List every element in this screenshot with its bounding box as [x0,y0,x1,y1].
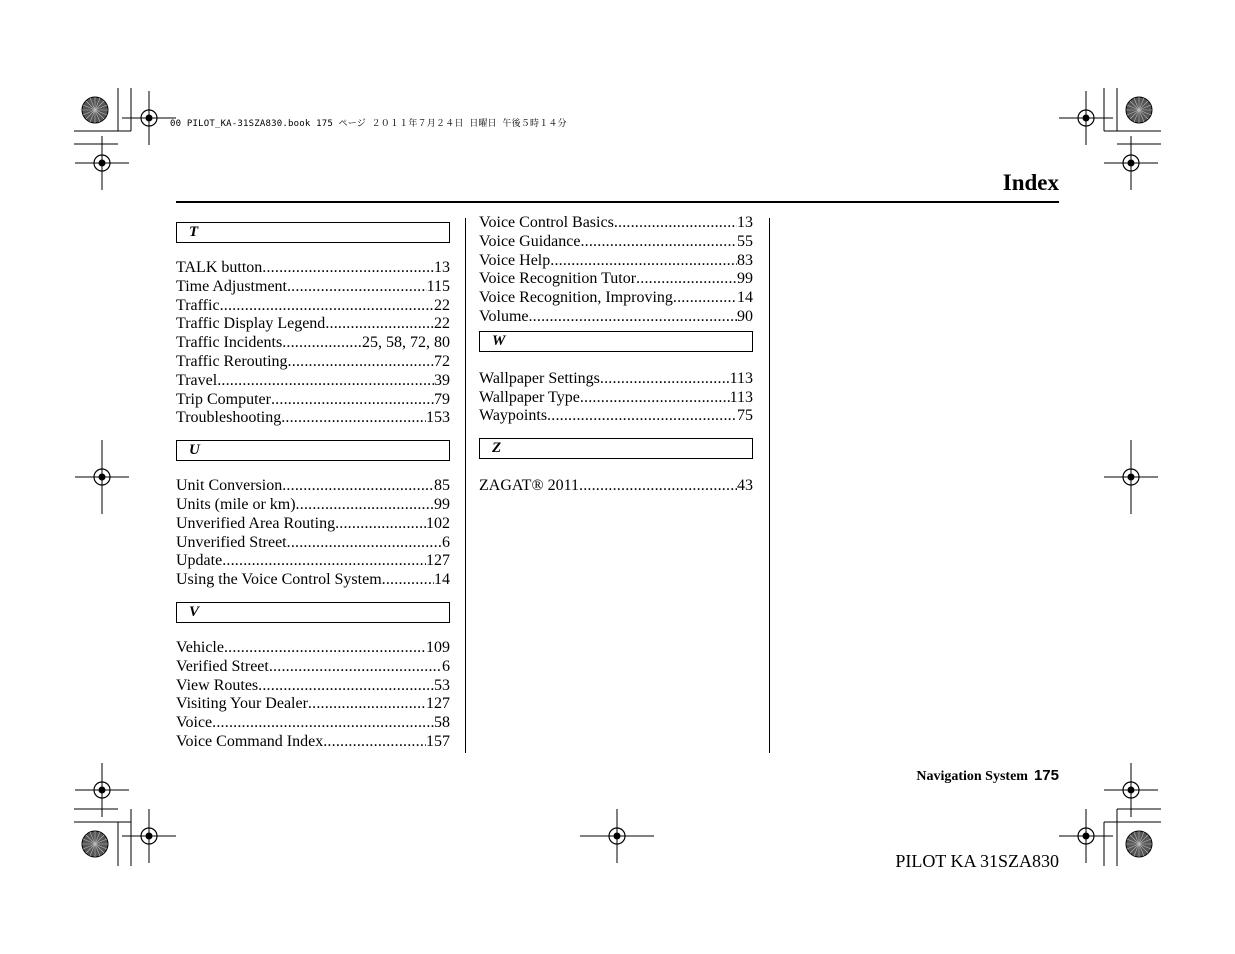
index-entry [176,477,450,496]
footer-page-number: 175 [1033,767,1059,784]
index-term: Unit Conversion [176,477,283,495]
index-page-number: 102 [426,514,450,532]
dot-leader [325,315,434,334]
index-entry [479,233,753,252]
footer-section [916,767,1059,785]
title-rule [176,201,1059,203]
index-term: Traffic Rerouting [176,352,288,370]
index-term: Wallpaper Settings [479,369,600,387]
index-term: Volume [479,307,529,325]
dot-leader [262,259,434,278]
index-entry [176,372,450,391]
index-page-number: 127 [426,695,450,713]
index-page-number: 13 [434,259,450,276]
index-page-number: 13 [737,214,753,231]
index-page-number: 22 [434,296,450,314]
index-page-number: 6 [442,657,450,675]
index-term: View Routes [176,676,259,694]
index-term: Troubleshooting [176,409,282,427]
starburst-mark-top-left [82,97,108,123]
dot-leader [580,233,737,252]
index-entry [176,552,450,571]
column-divider [769,218,770,753]
index-term: Voice Command Index [176,732,324,750]
index-entry [479,477,753,496]
dot-leader [673,289,737,308]
index-entry [176,733,450,752]
dot-leader [288,353,434,372]
index-entry [176,391,450,410]
document-code: PILOT KA 31SZA830 [895,851,1059,871]
starburst-mark-bottom-right [1126,831,1152,857]
index-entry [176,695,450,714]
index-page-number: 14 [434,571,450,589]
index-entry [176,409,450,428]
index-entry [479,370,753,389]
dot-leader [224,639,426,658]
index-entry [176,714,450,733]
index-page-number: 39 [434,371,450,389]
index-term: TALK button [176,259,263,276]
letter-heading: U [176,440,450,461]
index-term: Unverified Street [176,533,287,551]
letter-heading: W [479,331,753,352]
index-page-number: 85 [434,477,450,495]
dot-leader [547,407,737,426]
dot-leader [212,714,434,733]
index-page-number: 55 [737,232,753,250]
dot-leader [222,552,426,571]
dot-leader [281,409,426,428]
letter-heading: T [176,222,450,243]
index-entry [176,297,450,316]
index-term: Using the Voice Control System [176,571,382,589]
file-header: 00 PILOT_KA-31SZA830.book 175 ページ ２０１１年７月２４日 日曜日 午後５時１４分 [170,119,567,129]
index-entry [176,677,450,696]
index-page-number: 113 [729,388,753,406]
dot-leader [579,477,737,496]
index-entry [176,259,450,278]
index-term: Voice Control Basics [479,214,614,231]
index-entry [479,270,753,289]
index-term: Voice Help [479,251,551,269]
footer-section-name: Navigation System [916,769,1028,784]
index-term: Voice [176,714,213,732]
dot-leader [580,389,730,408]
index-page-number: 43 [737,477,753,495]
index-page-number: 113 [729,369,753,387]
index-entry [176,534,450,553]
dot-leader [308,695,426,714]
index-page-number: 109 [426,638,450,656]
dot-leader [323,733,426,752]
dot-leader [296,496,434,515]
index-page-number: 58 [434,714,450,732]
section-gap [176,590,450,598]
section-gap [176,428,450,436]
dot-leader [271,391,434,410]
index-page-number: 157 [426,732,450,750]
index-term: Visiting Your Dealer [176,695,308,713]
index-entry [479,214,753,233]
index-term: Voice Recognition Tutor [479,270,637,288]
dot-leader [282,334,362,353]
index-entry [176,658,450,677]
dot-leader [220,297,434,316]
index-page-number: 72 [434,352,450,370]
section-gap [479,426,753,434]
page-title: Index [1002,170,1059,195]
index-term: Trip Computer [176,390,271,408]
index-page-number: 99 [434,495,450,513]
dot-leader [382,571,434,590]
index-page-number: 115 [426,277,450,295]
dot-leader [258,677,434,696]
letter-heading: V [176,602,450,623]
starburst-mark-bottom-left [82,831,108,857]
index-term: Waypoints [479,407,548,425]
index-term: Wallpaper Type [479,388,580,406]
index-page-number: 14 [737,289,753,307]
index-page-number: 6 [442,533,450,551]
index-page-number: 75 [737,407,753,425]
index-term: Time Adjustment [176,277,287,295]
dot-leader [335,515,426,534]
index-entry [176,315,450,334]
index-term: Unverified Area Routing [176,514,336,532]
dot-leader [269,658,442,677]
index-entry [176,353,450,372]
index-entry [176,639,450,658]
dot-leader [550,252,737,271]
index-page-number: 25, 58, 72, 80 [362,334,450,352]
column-divider [465,218,466,753]
index-term: Traffic Incidents [176,334,283,352]
index-page-number: 127 [426,552,450,570]
index-page-number: 79 [434,390,450,408]
index-entry [479,289,753,308]
index-page-number: 22 [434,315,450,333]
dot-leader [528,308,737,327]
dot-leader [600,370,730,389]
index-term: Units (mile or km) [176,495,296,513]
index-term: Travel [176,371,218,389]
index-page-number: 53 [434,676,450,694]
dot-leader [287,534,442,553]
index-page-number: 153 [426,409,450,427]
index-term: Voice Guidance [479,232,581,250]
dot-leader [287,278,427,297]
index-entry [479,308,753,327]
index-entry [176,496,450,515]
index-term: Traffic [176,296,220,314]
index-entry [176,278,450,297]
starburst-mark-top-right [1126,97,1152,123]
dot-leader [282,477,434,496]
index-entry [176,515,450,534]
index-page-number: 90 [737,307,753,325]
index-term: Voice Recognition, Improving [479,289,673,307]
index-term: Update [176,552,223,570]
index-entry [479,252,753,271]
index-entry [479,389,753,408]
index-page-number: 83 [737,251,753,269]
index-term: Vehicle [176,638,224,656]
index-page-number: 99 [737,270,753,288]
index-term: ZAGAT® 2011 [479,477,579,495]
dot-leader [217,372,434,391]
index-term: Traffic Display Legend [176,315,326,333]
index-column-1 [176,218,450,752]
index-entry [479,407,753,426]
index-entry [176,571,450,590]
dot-leader [636,270,737,289]
index-entry [176,334,450,353]
index-column-2 [479,214,753,496]
index-term: Verified Street [176,657,269,675]
dot-leader [614,214,737,233]
letter-heading: Z [479,438,753,459]
